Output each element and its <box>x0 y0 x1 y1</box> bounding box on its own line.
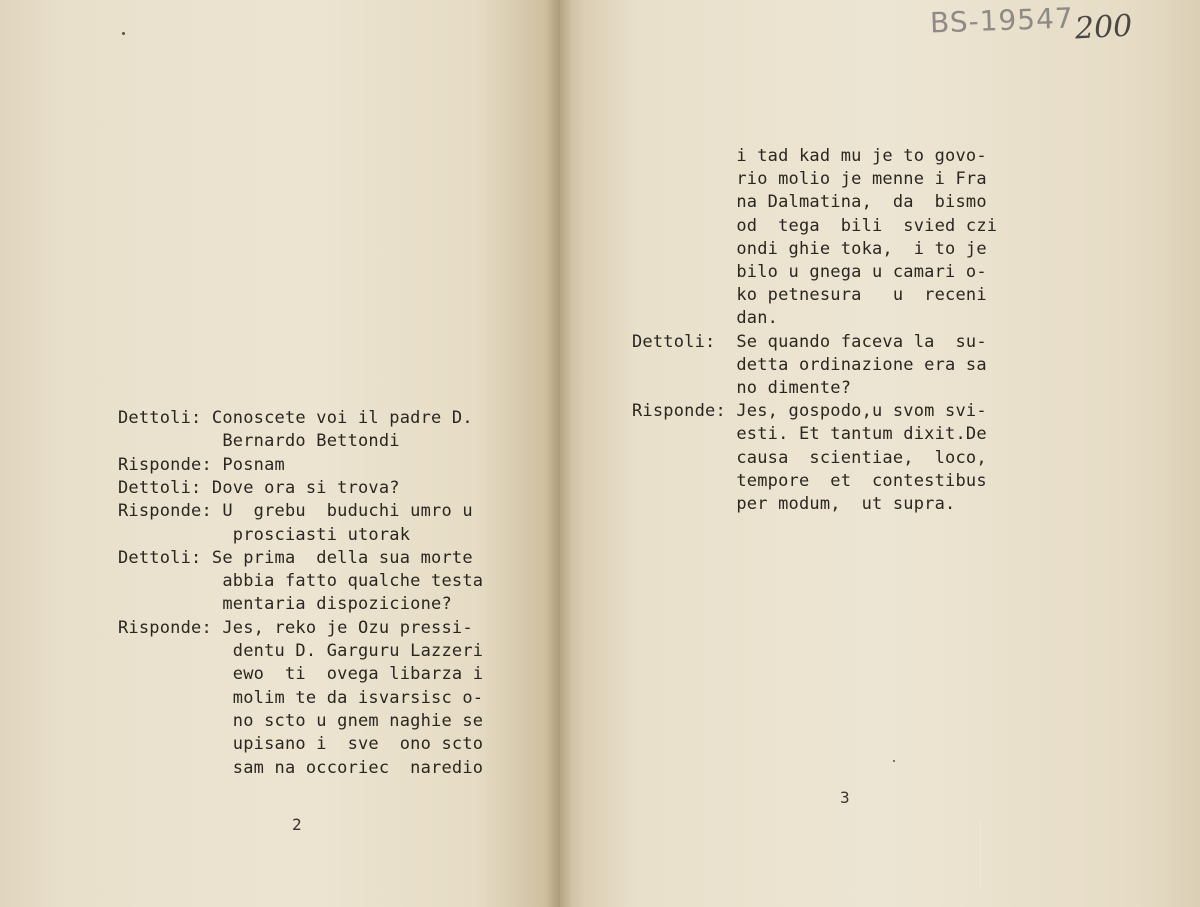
text-line: Dettoli: Conoscete voi il padre D. <box>118 408 473 428</box>
text-line: ewo ti ovega libarza i <box>118 664 484 685</box>
text-line: per modum, ut supra. <box>632 494 956 514</box>
text-line: mentaria dispozicione? <box>118 594 452 615</box>
page-number-left: 2 <box>292 815 302 834</box>
text-line: od tega bili svied czi <box>632 215 998 236</box>
text-line: Bernardo Bettondi <box>118 431 400 452</box>
text-line: ondi ghie toka, i to je <box>632 238 987 259</box>
paper-speck <box>122 32 125 35</box>
catalog-stamp: BS-19547 <box>929 1 1075 40</box>
left-page <box>0 0 560 907</box>
text-line: Risponde: U grebu buduchi umro u <box>118 501 473 522</box>
text-line: Dettoli: Dove ora si trova? <box>118 477 400 498</box>
text-line: prosciasti utorak <box>118 524 411 545</box>
text-line: Dettoli: Se prima della sua morte <box>118 547 473 568</box>
text-line: Dettoli: Se quando faceva la su- <box>632 331 987 352</box>
paper-crease <box>980 820 981 890</box>
text-line: Risponde: Jes, reko je Ozu pressi- <box>118 617 473 638</box>
right-page <box>560 0 1200 907</box>
text-line: abbia fatto qualche testa <box>118 571 484 592</box>
text-line: no scto u gnem naghie se <box>118 710 484 731</box>
text-line: bilo u gnega u camari o- <box>632 262 987 282</box>
text-line: detta ordinazione era sa <box>632 354 987 375</box>
text-line: dan. <box>632 308 779 329</box>
text-line: i tad kad mu je to govo- <box>632 146 987 166</box>
text-line: na Dalmatina, da bismo <box>632 192 987 213</box>
text-line: ko petnesura u receni <box>632 285 987 306</box>
pencil-annotation: 200 <box>1074 8 1134 47</box>
text-line: tempore et contestibus <box>632 470 987 491</box>
text-line: dentu D. Garguru Lazzeri <box>118 641 484 661</box>
book-gutter <box>548 0 572 907</box>
text-line: molim te da isvarsisc o- <box>118 687 484 708</box>
text-line: Risponde: Posnam <box>118 454 285 475</box>
text-line: upisano i sve ono scto <box>118 734 484 755</box>
text-line: causa scientiae, loco, <box>632 447 987 468</box>
text-line: esti. Et tantum dixit.De <box>632 424 987 445</box>
text-line: sam na occoriec naredio <box>118 757 484 778</box>
text-line: Risponde: Jes, gospodo,u svom svi- <box>632 401 987 422</box>
text-line: no dimente? <box>632 378 852 398</box>
page-number-right: 3 <box>840 788 850 807</box>
paper-speck <box>893 760 895 762</box>
text-line: rio molio je menne i Fra <box>632 169 987 190</box>
